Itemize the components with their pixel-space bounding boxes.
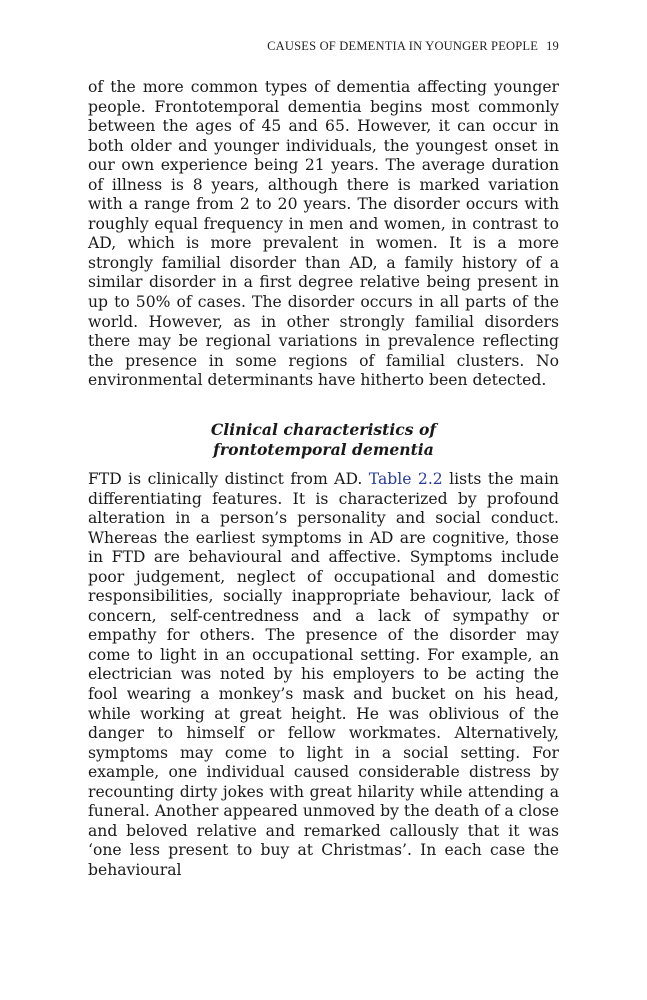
running-title: CAUSES OF DEMENTIA IN YOUNGER PEOPLE (267, 39, 539, 53)
section-heading-line-2: frontotemporal dementia (213, 440, 434, 459)
section-heading-line-1: Clinical characteristics of (210, 420, 437, 439)
body-paragraph-1: of the more common types of dementia affecting younger people. Frontotemporal dementia begins most commonly between the ages of 45 and 65. However, it can occur in both older and younger individuals, the youngest onset in our own experience being 21 years. The average duration of illness is 8 years, although there is marked variation with a range from 2 to 20 years. The disorder occurs with roughly equal frequency in men and women, in contrast to AD, which is more prevalent in women. It is a more strongly familial disorder than AD, a family history of a similar disorder in a first degree relative being present in up to 50% of cases. The disorder occurs in all parts of the world. However, as in other strongly familial disorders there may be regional variations in prevalence reflecting the presence in some regions of familial clusters. No environmental determinants have hitherto been detected. (88, 78, 559, 390)
paragraph-2-text: lists the main differentiating features. It is characterized by profound alteration in a person’s personality and social conduct. Whereas the earliest symptoms in AD are cognitive, those in FTD are behavioural and affective. Symptoms include poor judgement, neglect of occupational and domestic responsibilities, socially inappropriate behaviour, lack of concern, self-centredness and a lack of sympathy or empathy for others. The presence of the disorder may come to light in an occupational setting. For example, an electrician was noted by his employers to be acting the fool wearing a monkey’s mask and bucket on his head, while working at great height. He was oblivious of the danger to himself or fellow workmates. Alternatively, symptoms may come to light in a social setting. For example, one individual caused considerable distress by recounting dirty jokes with great hilarity while attending a funeral. Another appeared unmoved by the death of a close and beloved relative and remarked callously that it was ‘one less present to buy at Christmas’. In each case the behavioural (88, 470, 559, 879)
section-heading (88, 420, 559, 460)
body-paragraph-2 (88, 470, 559, 880)
table-2-2-link[interactable]: Table 2.2 (368, 470, 443, 488)
paragraph-2-lead: FTD is clinically distinct from AD. (88, 470, 369, 488)
page-number: 19 (546, 39, 559, 53)
running-header (88, 39, 559, 54)
